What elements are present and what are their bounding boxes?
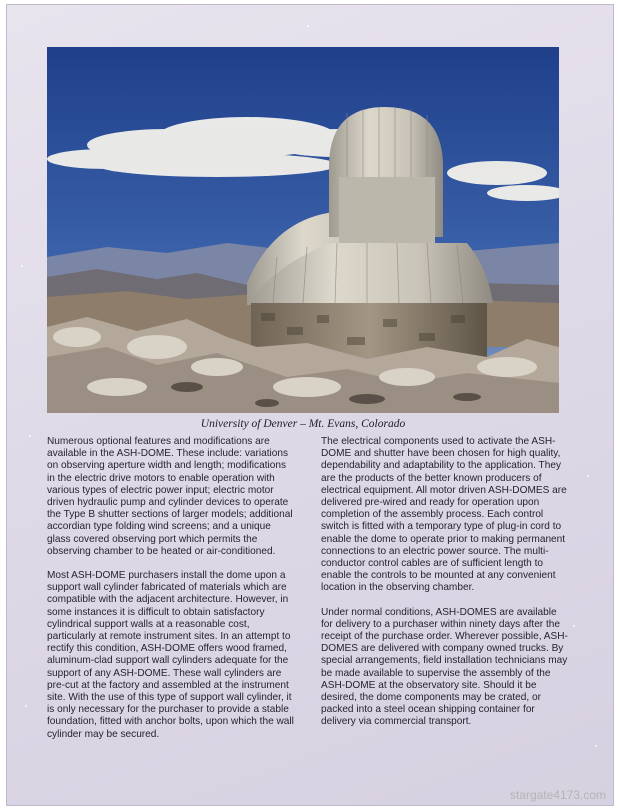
photo-caption: University of Denver – Mt. Evans, Colorado (200, 418, 406, 430)
background-speck (587, 475, 589, 477)
background-speck (29, 435, 31, 437)
background-speck (307, 25, 309, 27)
watermark: stargate4173.com (509, 788, 606, 802)
background-speck (573, 625, 575, 627)
support-wall-paragraph: Most ASH-DOME purchasers install the dome upon a support wall cylinder fabricated of materials which are compatible with the adjacent architecture. However, in some instances it is difficult to obtain satisfactory cylindrical support walls at a reasonable cost, particularly at remote instrument sites. In an attempt to rectify this condition, ASH-DOME offers wood framed, aluminum-clad support wall cylinders adequate for the support of any ASH-DOME. These wall cylinders are pre-cut at the factory and assembled at the instrument site. With the use of this type of support wall cylinder, it is only necessary for the purchaser to provide a stable foundation, fitted with anchor bolts, upon which the wall cylinder may be secured. (47, 570, 294, 740)
right-column (321, 436, 569, 741)
features-paragraph: Numerous optional features and modifications are available in the ASH-DOME. These include: variations on observing aperture width and length; modifications in the electric drive motors to enable operation with various types of electric power input; electric motor driven hydraulic pump and cylinder devices to operate the Type B shutter sections of larger models; additional accordian type folding wind screens; and a unique glass covered observing port which permits the observing chamber to be heated or air-conditioned. (47, 436, 293, 557)
observatory-photo (47, 47, 559, 413)
background-speck (25, 705, 27, 707)
background-speck (21, 265, 23, 267)
brochure-page (6, 4, 614, 806)
delivery-paragraph: Under normal conditions, ASH-DOMES are available for delivery to a purchaser within ninety days after the receipt of the purchase order. Wherever possible, ASH-DOMES are delivered with company owned trucks. By special arrangements, field installation technicians may be made available to supervise the assembly of the ASH-DOME at the observatory site. Should it be desired, the dome components may be crated, or packed into a steel ocean shipping container for delivery via commercial transport. (321, 606, 568, 728)
left-column (47, 436, 295, 753)
electrical-paragraph: The electrical components used to activate the ASH-DOME and shutter have been chosen for high quality, dependability and adaptability to the application. They are the products of the better known producers of electrical equipment. All motor driven ASH-DOMES are delivered pre-wired and ready for operation upon completion of the assembly process. Each control switch is fitted with a temporary type of plug-in cord to enable the dome to operate prior to making permanent connections to an electric power source. The multi-conductor control cables are of sufficient length to enable the controls to be mounted at any convenient location in the observing chamber. (321, 436, 567, 594)
background-speck (595, 745, 597, 747)
